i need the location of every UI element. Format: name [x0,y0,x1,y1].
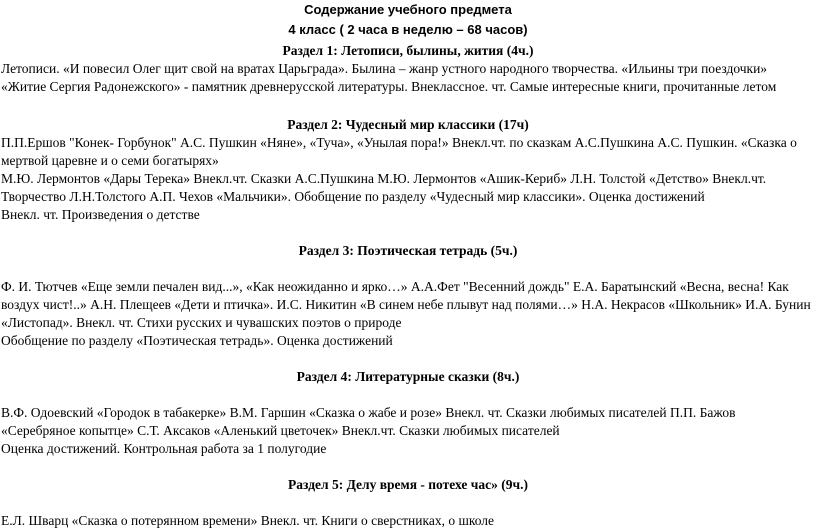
section-3 [0,242,816,350]
section-spacer [0,350,816,368]
section-heading: Раздел 4: Литературные сказки (8ч.) [296,369,520,384]
section-paragraph: Внекл. чт. Произведения о детстве [1,207,200,222]
section-5 [0,476,816,530]
section-paragraph: М.Ю. Лермонтов «Дары Терека» Внекл.чт. Сказки А.С.Пушкина М.Ю. Лермонтов «Ашик-Кериб» Л.Н. Толстой «Детство» Внекл.чт. Творчество Л.Н.Толстого А.П. Чехов «Мальчики». Обобщение по разделу «Чудесный мир классики». Оценка достижений [1,171,767,204]
section-4 [0,368,816,458]
section-paragraph: Летописи. «И повесил Олег щит свой на вратах Царьграда». Былина – жанр устного народного творчества. «Ильины три поездочки» «Житие Сергия Радонежского» - памятник древнерусской литературы. Внеклассное. чт. Самые интересные книги, прочитанные летом [1,61,777,94]
document-subtitle: 4 класс ( 2 часа в неделю – 68 часов) [288,22,528,37]
section-paragraph: Ф. И. Тютчев «Еще земли печален вид...», «Как неожиданно и ярко…» А.А.Фет "Весенний дождь" Е.А. Баратынский «Весна, весна! Как воздух чист!..» А.Н. Плещеев «Дети и птичка». И.С. Никитин «В синем небе плывут над полями…» Н.А. Некрасов «Школьник» И.А. Бунин «Листопад». Внекл. чт. Стихи русских и чувашских поэтов о природе [1,279,811,330]
document-title: Содержание учебного предмета [304,2,512,17]
section-heading: Раздел 3: Поэтическая тетрадь (5ч.) [298,243,518,258]
section-heading: Раздел 1: Летописи, былины, жития (4ч.) [282,43,534,58]
section-heading: Раздел 5: Делу время - потехе час» (9ч.) [288,477,528,492]
heading-spacer [0,494,816,512]
section-spacer [0,96,816,116]
heading-spacer [0,260,816,278]
section-spacer [0,458,816,476]
section-paragraph: Обобщение по разделу «Поэтическая тетрадь». Оценка достижений [1,333,393,348]
heading-spacer [0,386,816,404]
section-paragraph: Е.Л. Шварц «Сказка о потерянном времени» Внекл. чт. Книги о сверстниках, о школе [1,513,495,528]
section-2 [0,116,816,224]
section-1 [0,42,816,96]
section-spacer [0,224,816,242]
section-paragraph: Оценка достижений. Контрольная работа за 1 полугодие [1,441,327,456]
section-heading: Раздел 2: Чудесный мир классики (17ч) [287,117,529,132]
section-paragraph: В.Ф. Одоевский «Городок в табакерке» В.М. Гаршин «Сказка о жабе и розе» Внекл. чт. Сказки любимых писателей П.П. Бажов «Серебряное копытце» С.Т. Аксаков «Аленький цветочек» Внекл.чт. Сказки любимых писателей [1,405,736,438]
section-paragraph: П.П.Ершов "Конек- Горбунок" А.С. Пушкин «Няне», «Туча», «Унылая пора!» Внекл.чт. по сказкам А.С.Пушкина А.С. Пушкин. «Сказка о мертвой царевне и о семи богатырях» [1,135,797,168]
